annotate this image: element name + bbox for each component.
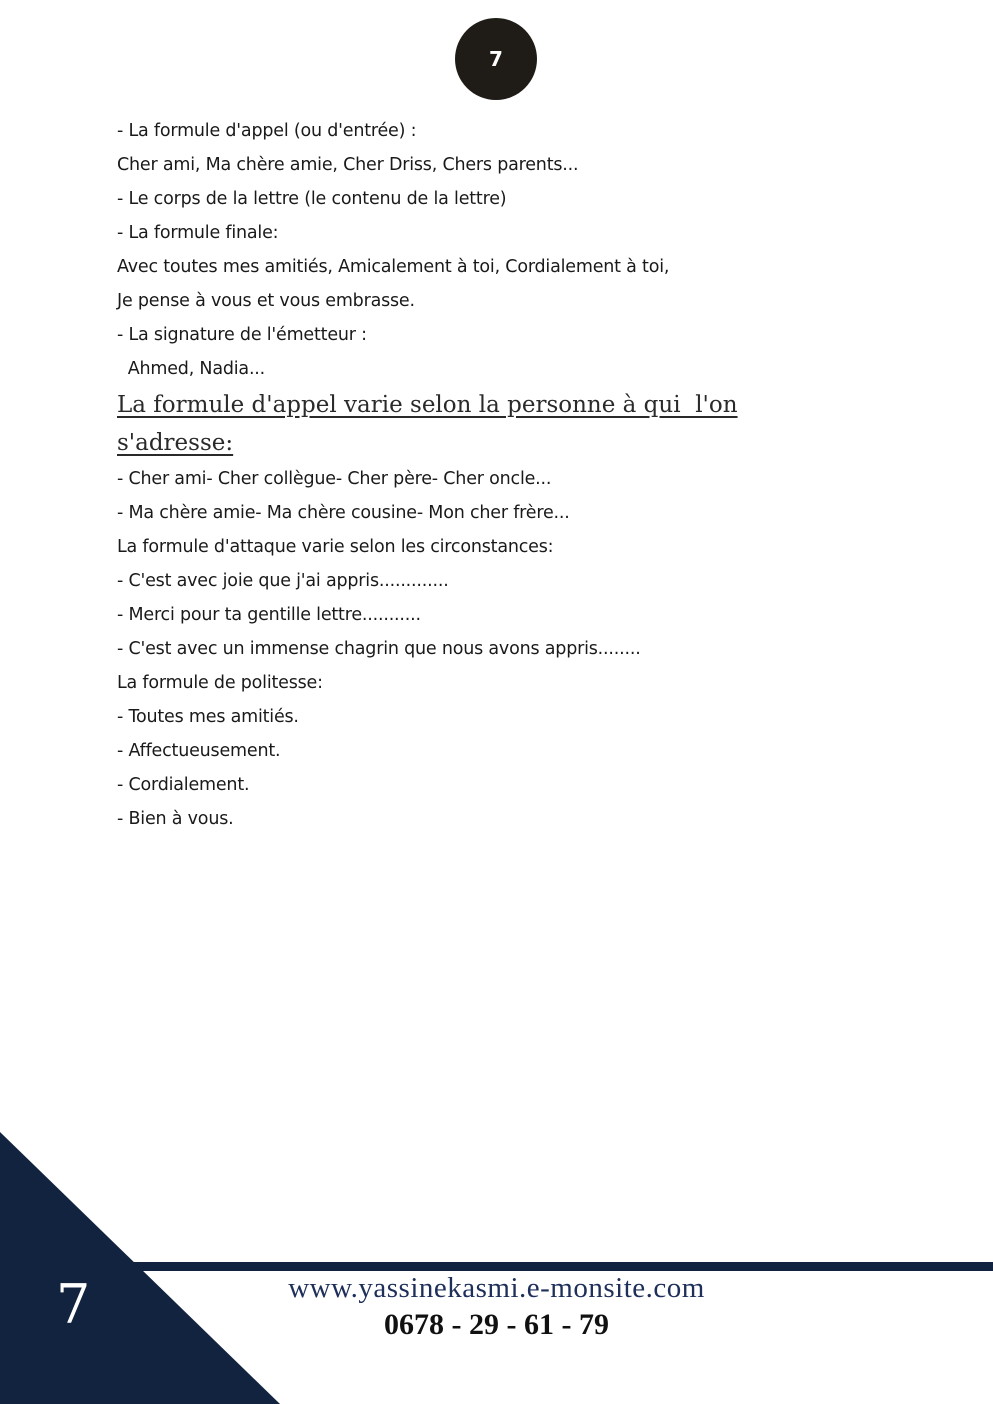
text-line: - Toutes mes amitiés. [117, 707, 299, 727]
text-line: - Bien à vous. [117, 809, 234, 829]
text-line: - C'est avec joie que j'ai appris............. [117, 571, 449, 591]
footer-phone: 0678 - 29 - 61 - 79 [384, 1308, 609, 1341]
footer-website: www.yassinekasmi.e-monsite.com [288, 1272, 705, 1304]
text-line: - La signature de l'émetteur : [117, 325, 367, 345]
text-line: La formule de politesse: [117, 673, 323, 693]
text-line: Je pense à vous et vous embrasse. [117, 291, 415, 311]
text-line: - Affectueusement. [117, 741, 281, 761]
text-line: - Cher ami- Cher collègue- Cher père- Cher oncle... [117, 469, 552, 489]
text-line: La formule d'attaque varie selon les circonstances: [117, 537, 554, 557]
text-line: - Merci pour ta gentille lettre........... [117, 605, 421, 625]
text-line: - Cordialement. [117, 775, 250, 795]
section-heading-line-1: La formule d'appel varie selon la personne à qui l'on [117, 392, 738, 418]
text-line: Cher ami, Ma chère amie, Cher Driss, Chers parents... [117, 155, 579, 175]
text-line: - La formule finale: [117, 223, 279, 243]
text-line: - Le corps de la lettre (le contenu de la lettre) [117, 189, 507, 209]
text-line: - C'est avec un immense chagrin que nous avons appris........ [117, 639, 641, 659]
text-line: Ahmed, Nadia... [117, 359, 266, 379]
text-line: Avec toutes mes amitiés, Amicalement à toi, Cordialement à toi, [117, 257, 670, 277]
text-line: - Ma chère amie- Ma chère cousine- Mon cher frère... [117, 503, 570, 523]
section-heading-line-2: s'adresse: [117, 430, 234, 456]
footer-page-number: 7 [56, 1273, 91, 1336]
text-line: - La formule d'appel (ou d'entrée) : [117, 121, 417, 141]
page-number: 7 [489, 47, 503, 71]
